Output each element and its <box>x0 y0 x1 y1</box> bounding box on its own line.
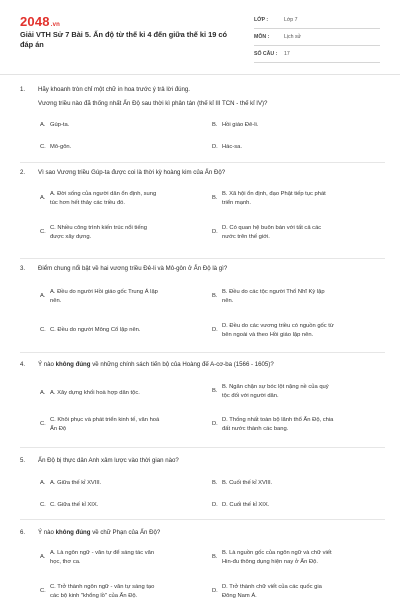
option-letter: D. <box>212 502 218 508</box>
option-line-2: tộc đối với người dân. <box>222 392 279 399</box>
option-line-2: bên ngoài và theo Hồi giáo lập nên. <box>222 331 314 338</box>
option-letter: C. <box>40 588 46 594</box>
option-a[interactable] <box>40 479 210 488</box>
option-line-1: B. Xã hội ổn định, đạo Phật tiếp tục phát <box>222 191 326 197</box>
option-a[interactable] <box>40 389 210 398</box>
question-text <box>38 360 378 369</box>
option-letter: A. <box>40 554 46 560</box>
option-d[interactable] <box>212 224 382 241</box>
page-header <box>0 0 400 82</box>
option-text: C. Giữa thế kỉ XIX. <box>50 502 99 508</box>
option-line-1: D. Trở thành chữ viết của các quốc gia <box>222 584 322 590</box>
option-text <box>50 583 154 600</box>
option-letter: C. <box>40 327 46 333</box>
meta-class-value: Lớp 7 <box>284 17 298 23</box>
option-line-2: túc hơn hết thảy các triều đó. <box>50 199 126 206</box>
option-c[interactable] <box>40 583 210 600</box>
option-text: D. Cuối thế kỉ XIX. <box>222 502 270 508</box>
option-c[interactable] <box>40 224 210 241</box>
question-emphasis: không đúng <box>55 361 91 368</box>
option-letter: D. <box>212 144 218 150</box>
site-logo[interactable] <box>20 14 60 29</box>
option-text: B. Cuối thế kỉ XVIII. <box>222 480 273 486</box>
question-number: 2. <box>20 169 26 176</box>
option-letter: A. <box>40 293 46 299</box>
question-5 <box>20 456 385 514</box>
option-text: Hồi giáo Đê-li. <box>222 122 259 128</box>
option-letter: C. <box>40 144 46 150</box>
option-line-1: B. Đều do các tộc người Thổ Nhĩ Kỳ lập <box>222 289 325 295</box>
option-line-1: A. Đều do người Hồi giáo gốc Trung Á lập <box>50 289 158 295</box>
meta-subject-row <box>254 32 380 46</box>
question-separator <box>20 162 385 163</box>
question-number: 1. <box>20 86 26 93</box>
option-text <box>222 288 325 305</box>
option-b[interactable] <box>212 479 382 488</box>
option-text <box>50 288 158 305</box>
option-line-2: Ấn Độ <box>50 425 67 432</box>
option-line-1: D. Có quan hệ buôn bán với tất cả các <box>222 225 322 231</box>
option-b[interactable] <box>212 549 382 566</box>
question-separator <box>20 258 385 259</box>
option-d[interactable] <box>212 583 382 600</box>
option-line-2: Đông Nam Á. <box>222 592 257 599</box>
question-text-start: Ý nào <box>38 529 56 536</box>
option-letter: D. <box>212 421 218 427</box>
meta-subject-label: MÔN : <box>254 34 270 40</box>
option-line-1: A. Đời sống của người dân ổn định, sung <box>50 191 157 197</box>
option-line-2: được xây dựng. <box>50 233 92 240</box>
option-text <box>50 190 156 207</box>
option-text <box>50 549 154 566</box>
question-text: Vì sao Vương triều Gúp-ta được coi là thời kỳ hoàng kim của Ấn Độ? <box>38 169 226 176</box>
option-text: Hác-sa. <box>222 144 242 150</box>
option-line-1: B. Là nguồn gốc của ngôn ngữ và chữ viết <box>222 550 332 556</box>
meta-count-value: 17 <box>284 51 290 57</box>
option-d[interactable] <box>212 501 382 510</box>
option-letter: B. <box>212 480 218 486</box>
option-letter: C. <box>40 421 46 427</box>
option-text <box>222 322 334 339</box>
question-2 <box>20 168 385 254</box>
option-text <box>222 190 326 207</box>
question-number: 6. <box>20 529 26 536</box>
option-line-2: nước trên thế giới. <box>222 233 270 240</box>
option-text: Mô-gôn. <box>50 144 72 150</box>
option-line-2: nên. <box>222 297 234 304</box>
option-d[interactable] <box>212 322 382 339</box>
question-text-end: về những chính sách tiến bộ của Hoàng đế A-cơ-ba (1566 - 1605)? <box>90 361 274 368</box>
question-text: Hãy khoanh tròn chỉ một chữ in hoa trước ý trả lời đúng. <box>38 86 190 93</box>
option-text <box>50 416 159 433</box>
option-line-2: Hin-đu thông dụng hiện nay ở Ấn Độ. <box>222 558 318 565</box>
option-a[interactable] <box>40 549 210 566</box>
question-emphasis: không đúng <box>55 529 91 536</box>
option-letter: B. <box>212 554 218 560</box>
option-line-1: D. Thống nhất toàn bộ lãnh thổ Ấn Độ, chia <box>222 417 334 423</box>
meta-count-row <box>254 49 380 63</box>
question-4 <box>20 360 385 444</box>
option-text <box>222 416 333 433</box>
option-line-2: nên. <box>50 297 62 304</box>
option-c[interactable] <box>40 501 210 510</box>
option-b[interactable] <box>212 190 382 207</box>
option-d[interactable] <box>212 416 382 433</box>
option-c[interactable] <box>40 326 210 335</box>
option-letter: A. <box>40 195 46 201</box>
option-a[interactable] <box>40 288 210 305</box>
option-letter: D. <box>212 588 218 594</box>
option-line-1: C. Khôi phục và phát triển kinh tế, văn hoá <box>50 417 160 423</box>
option-text <box>222 549 332 566</box>
meta-subject-value: Lịch sử <box>284 34 302 40</box>
question-6 <box>20 528 385 600</box>
option-text <box>222 583 322 600</box>
header-divider <box>0 74 400 75</box>
option-line-2: học, thơ ca. <box>50 558 81 565</box>
option-letter: D. <box>212 327 218 333</box>
option-text <box>50 224 147 241</box>
option-letter: C. <box>40 229 46 235</box>
question-3 <box>20 264 385 354</box>
option-text: A. Giữa thế kỉ XVIII. <box>50 480 102 486</box>
document-meta <box>254 15 380 66</box>
option-line-1: C. Trở thành ngôn ngữ - văn tự sáng tạo <box>50 584 155 590</box>
option-letter: B. <box>212 122 218 128</box>
option-line-1: B. Ngăn chặn sự bóc lột nặng nề của quý <box>222 384 329 390</box>
question-separator <box>20 352 385 353</box>
option-letter: C. <box>40 502 46 508</box>
document-title: Giải VTH Sử 7 Bài 5. Ấn độ từ thế kỉ 4 đến giữa thế kỉ 19 có đáp án <box>20 30 228 49</box>
option-b[interactable] <box>212 383 382 400</box>
option-text <box>222 383 329 400</box>
option-c[interactable] <box>40 416 210 433</box>
option-letter: B. <box>212 293 218 299</box>
option-letter: A. <box>40 390 46 396</box>
option-text: C. Đều do người Mông Cổ lập nên. <box>50 327 141 333</box>
question-1 <box>20 85 385 155</box>
meta-count-label: SỐ CÂU : <box>254 51 278 57</box>
question-number: 3. <box>20 265 26 272</box>
option-line-2: triển mạnh. <box>222 199 251 206</box>
option-letter: B. <box>212 195 218 201</box>
option-letter: A. <box>40 122 46 128</box>
meta-class-row <box>254 15 380 29</box>
option-a[interactable] <box>40 190 210 207</box>
option-letter: B. <box>212 388 218 394</box>
logo-suffix: .vn <box>50 22 61 28</box>
option-line-1: C. Nhiều công trình kiến trúc nổi tiếng <box>50 225 147 231</box>
logo-text: 2048 <box>20 14 50 29</box>
option-letter: A. <box>40 480 46 486</box>
option-b[interactable] <box>212 288 382 305</box>
option-line-1: D. Đều do các vương triều có nguồn gốc từ <box>222 323 334 329</box>
question-separator <box>20 519 385 520</box>
option-letter: D. <box>212 229 218 235</box>
option-line-2: đất nước thành các bang. <box>222 425 289 432</box>
option-line-2: các bộ kinh "khổng lồ" của Ấn Độ. <box>50 592 138 599</box>
question-text: Ấn Độ bị thực dân Anh xâm lược vào thời gian nào? <box>38 457 179 464</box>
question-separator <box>20 447 385 448</box>
question-text <box>38 528 378 537</box>
option-text <box>222 224 321 241</box>
question-text: Điểm chung nổi bật về hai vương triều Đê-li và Mô-gôn ở Ấn Độ là gì? <box>38 265 228 272</box>
option-line-1: A. Là ngôn ngữ - văn tự để sáng tác văn <box>50 550 155 556</box>
question-number: 5. <box>20 457 26 464</box>
meta-class-label: LỚP : <box>254 17 269 23</box>
question-text-start: Ý nào <box>38 361 56 368</box>
option-text: Gúp-ta. <box>50 122 70 128</box>
question-subtext: Vương triều nào đã thống nhất Ấn Độ sau thời kì phân tán (thế kỉ III TCN - thế kỉ IV)? <box>38 100 268 107</box>
question-number: 4. <box>20 361 26 368</box>
option-text: A. Xây dựng khối hoà hợp dân tộc. <box>50 390 140 396</box>
question-text-end: về chữ Phạn của Ấn Độ? <box>90 529 161 536</box>
